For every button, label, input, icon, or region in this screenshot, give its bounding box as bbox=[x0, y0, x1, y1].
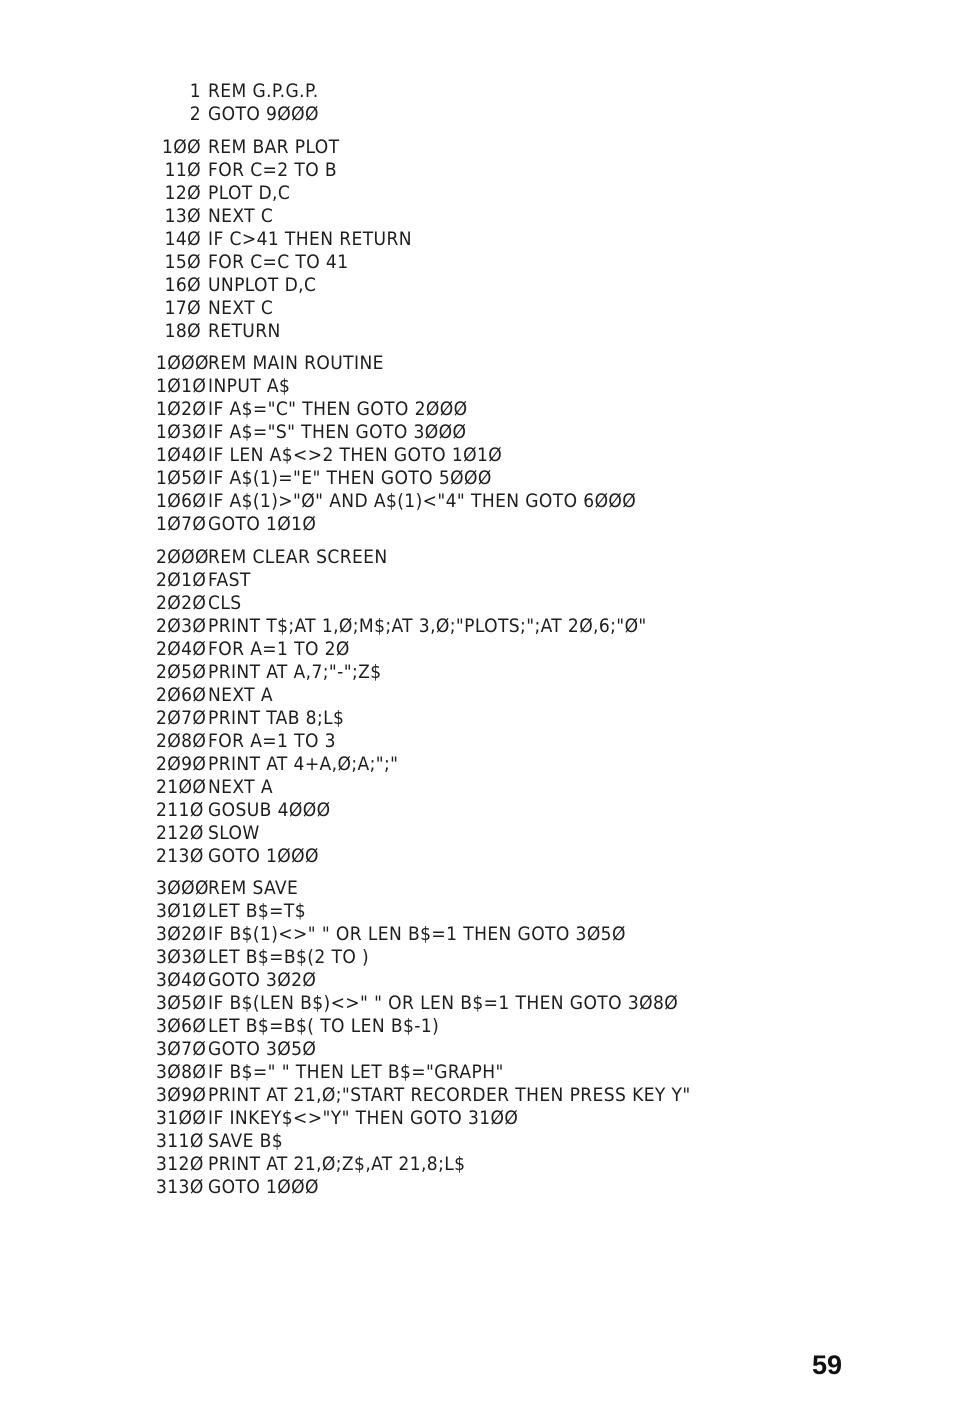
line-number: 2Ø4Ø bbox=[156, 637, 207, 660]
line-number: 3Ø5Ø bbox=[156, 992, 207, 1014]
statement: REM G.P.G.P. bbox=[208, 80, 319, 102]
line-number: 2Ø8Ø bbox=[156, 729, 207, 752]
code-line bbox=[156, 228, 936, 251]
code-line bbox=[156, 546, 936, 569]
statement: UNPLOT D,C bbox=[208, 273, 317, 296]
code-line bbox=[156, 684, 936, 707]
line-number: 211Ø bbox=[156, 798, 204, 821]
line-number: 3Ø9Ø bbox=[156, 1084, 207, 1106]
statement: LET B$=T$ bbox=[208, 900, 307, 922]
code-line bbox=[156, 753, 936, 776]
line-number: 311Ø bbox=[156, 1130, 204, 1152]
code-line bbox=[156, 1130, 936, 1153]
code-line bbox=[156, 969, 936, 992]
line-number: 3Ø3Ø bbox=[156, 946, 207, 968]
statement: CLS bbox=[208, 591, 242, 614]
statement: NEXT A bbox=[208, 683, 273, 706]
statement: GOTO 1ØØØ bbox=[208, 844, 319, 867]
code-line bbox=[156, 398, 936, 421]
code-line bbox=[156, 877, 936, 900]
code-line bbox=[156, 1176, 936, 1199]
statement: IF B$=" " THEN LET B$="GRAPH" bbox=[208, 1061, 504, 1083]
code-line bbox=[156, 845, 936, 868]
statement: PRINT AT 4+A,Ø;A;";" bbox=[208, 752, 399, 775]
code-line bbox=[156, 490, 936, 513]
statement: FOR A=1 TO 2Ø bbox=[208, 637, 350, 660]
statement: PRINT TAB 8;L$ bbox=[208, 706, 345, 729]
code-line bbox=[156, 159, 936, 182]
statement: PRINT AT 21,Ø;"START RECORDER THEN PRESS KEY Y" bbox=[208, 1084, 691, 1106]
line-number: 1Ø3Ø bbox=[156, 421, 207, 443]
code-line bbox=[156, 592, 936, 615]
statement: IF B$(1)<>" " OR LEN B$=1 THEN GOTO 3Ø5Ø bbox=[208, 923, 626, 945]
line-number: 1ØØØ bbox=[156, 352, 209, 374]
code-line bbox=[156, 1038, 936, 1061]
page-number: 59 bbox=[812, 1350, 843, 1380]
code-line bbox=[156, 513, 936, 536]
line-number: 17Ø bbox=[164, 296, 201, 319]
code-line bbox=[156, 1153, 936, 1176]
code-line bbox=[156, 900, 936, 923]
line-number: 2Ø3Ø bbox=[156, 614, 207, 637]
statement: GOSUB 4ØØØ bbox=[208, 798, 331, 821]
statement: PRINT T$;AT 1,Ø;M$;AT 3,Ø;"PLOTS;";AT 2Ø,6;"Ø" bbox=[208, 614, 647, 637]
line-number: 1Ø1Ø bbox=[156, 375, 207, 397]
line-number: 3Ø6Ø bbox=[156, 1015, 207, 1037]
code-line bbox=[156, 80, 936, 103]
code-line bbox=[156, 730, 936, 753]
line-number: 18Ø bbox=[164, 319, 201, 342]
statement: GOTO 9ØØØ bbox=[208, 103, 319, 125]
line-number: 2Ø5Ø bbox=[156, 660, 207, 683]
statement: FOR C=2 TO B bbox=[208, 158, 337, 181]
statement: IF A$(1)>"Ø" AND A$(1)<"4" THEN GOTO 6ØØØ bbox=[208, 490, 637, 512]
line-number: 312Ø bbox=[156, 1153, 204, 1175]
line-number: 21ØØ bbox=[156, 775, 207, 798]
code-block bbox=[156, 136, 936, 343]
statement: GOTO 1ØØØ bbox=[208, 1176, 319, 1198]
code-line bbox=[156, 661, 936, 684]
code-line bbox=[156, 569, 936, 592]
code-line bbox=[156, 1107, 936, 1130]
code-line bbox=[156, 1015, 936, 1038]
statement: GOTO 1Ø1Ø bbox=[208, 513, 317, 535]
statement: REM CLEAR SCREEN bbox=[208, 545, 388, 568]
statement: IF A$="C" THEN GOTO 2ØØØ bbox=[208, 398, 468, 420]
code-line bbox=[156, 421, 936, 444]
line-number: 1Ø5Ø bbox=[156, 467, 207, 489]
statement: PRINT AT A,7;"-";Z$ bbox=[208, 660, 382, 683]
statement: FOR C=C TO 41 bbox=[208, 250, 349, 273]
line-number: 14Ø bbox=[164, 227, 201, 250]
code-line bbox=[156, 992, 936, 1015]
statement: SAVE B$ bbox=[208, 1130, 283, 1152]
statement: REM MAIN ROUTINE bbox=[208, 352, 384, 374]
line-number: 1Ø6Ø bbox=[156, 490, 207, 512]
line-number: 12Ø bbox=[164, 181, 201, 204]
statement: RETURN bbox=[208, 319, 281, 342]
line-number: 11Ø bbox=[164, 158, 201, 181]
code-line bbox=[156, 320, 936, 343]
code-block bbox=[156, 877, 936, 1199]
line-number: 1Ø2Ø bbox=[156, 398, 207, 420]
code-line bbox=[156, 1061, 936, 1084]
line-number: 15Ø bbox=[164, 250, 201, 273]
line-number: 2Ø9Ø bbox=[156, 752, 207, 775]
code-line bbox=[156, 182, 936, 205]
line-number: 2 bbox=[189, 103, 201, 125]
statement: LET B$=B$(2 TO ) bbox=[208, 946, 370, 968]
line-number: 3Ø8Ø bbox=[156, 1061, 207, 1083]
statement: IF A$(1)="E" THEN GOTO 5ØØØ bbox=[208, 467, 492, 489]
line-number: 1Ø7Ø bbox=[156, 513, 207, 535]
statement: IF A$="S" THEN GOTO 3ØØØ bbox=[208, 421, 467, 443]
code-line bbox=[156, 274, 936, 297]
line-number: 2Ø6Ø bbox=[156, 683, 207, 706]
statement: IF LEN A$<>2 THEN GOTO 1Ø1Ø bbox=[208, 444, 503, 466]
code-block bbox=[156, 80, 936, 126]
code-block bbox=[156, 546, 936, 868]
statement: LET B$=B$( TO LEN B$-1) bbox=[208, 1015, 440, 1037]
line-number: 1 bbox=[189, 80, 201, 102]
code-line bbox=[156, 467, 936, 490]
statement: NEXT C bbox=[208, 204, 274, 227]
line-number: 3Ø7Ø bbox=[156, 1038, 207, 1060]
code-line bbox=[156, 923, 936, 946]
statement: IF B$(LEN B$)<>" " OR LEN B$=1 THEN GOTO 3Ø8Ø bbox=[208, 992, 679, 1014]
statement: GOTO 3Ø2Ø bbox=[208, 969, 317, 991]
line-number: 1ØØ bbox=[162, 135, 201, 158]
line-number: 3Ø1Ø bbox=[156, 900, 207, 922]
code-block bbox=[156, 352, 936, 536]
code-line bbox=[156, 707, 936, 730]
code-line bbox=[156, 822, 936, 845]
code-line bbox=[156, 103, 936, 126]
line-number: 1Ø4Ø bbox=[156, 444, 207, 466]
statement: REM BAR PLOT bbox=[208, 135, 340, 158]
line-number: 212Ø bbox=[156, 821, 204, 844]
code-line bbox=[156, 205, 936, 228]
code-line bbox=[156, 799, 936, 822]
line-number: 313Ø bbox=[156, 1176, 204, 1198]
line-number: 213Ø bbox=[156, 844, 204, 867]
line-number: 3Ø2Ø bbox=[156, 923, 207, 945]
code-line bbox=[156, 946, 936, 969]
line-number: 2Ø2Ø bbox=[156, 591, 207, 614]
line-number: 2Ø1Ø bbox=[156, 568, 207, 591]
line-number: 2ØØØ bbox=[156, 545, 209, 568]
line-number: 31ØØ bbox=[156, 1107, 207, 1129]
program-listing bbox=[156, 80, 936, 1209]
statement: NEXT A bbox=[208, 775, 273, 798]
code-line bbox=[156, 1084, 936, 1107]
code-line bbox=[156, 136, 936, 159]
line-number: 3Ø4Ø bbox=[156, 969, 207, 991]
code-line bbox=[156, 444, 936, 467]
code-line bbox=[156, 352, 936, 375]
line-number: 16Ø bbox=[164, 273, 201, 296]
code-line bbox=[156, 251, 936, 274]
statement: PRINT AT 21,Ø;Z$,AT 21,8;L$ bbox=[208, 1153, 466, 1175]
code-line bbox=[156, 375, 936, 398]
statement: NEXT C bbox=[208, 296, 274, 319]
code-line bbox=[156, 297, 936, 320]
line-number: 2Ø7Ø bbox=[156, 706, 207, 729]
statement: REM SAVE bbox=[208, 877, 299, 899]
statement: FOR A=1 TO 3 bbox=[208, 729, 336, 752]
statement: PLOT D,C bbox=[208, 181, 291, 204]
statement: INPUT A$ bbox=[208, 375, 291, 397]
statement: IF C>41 THEN RETURN bbox=[208, 227, 412, 250]
line-number: 3ØØØ bbox=[156, 877, 209, 899]
code-line bbox=[156, 615, 936, 638]
statement: IF INKEY$<>"Y" THEN GOTO 31ØØ bbox=[208, 1107, 519, 1129]
code-line bbox=[156, 776, 936, 799]
statement: FAST bbox=[208, 568, 251, 591]
code-line bbox=[156, 638, 936, 661]
line-number: 13Ø bbox=[164, 204, 201, 227]
statement: SLOW bbox=[208, 821, 260, 844]
statement: GOTO 3Ø5Ø bbox=[208, 1038, 317, 1060]
